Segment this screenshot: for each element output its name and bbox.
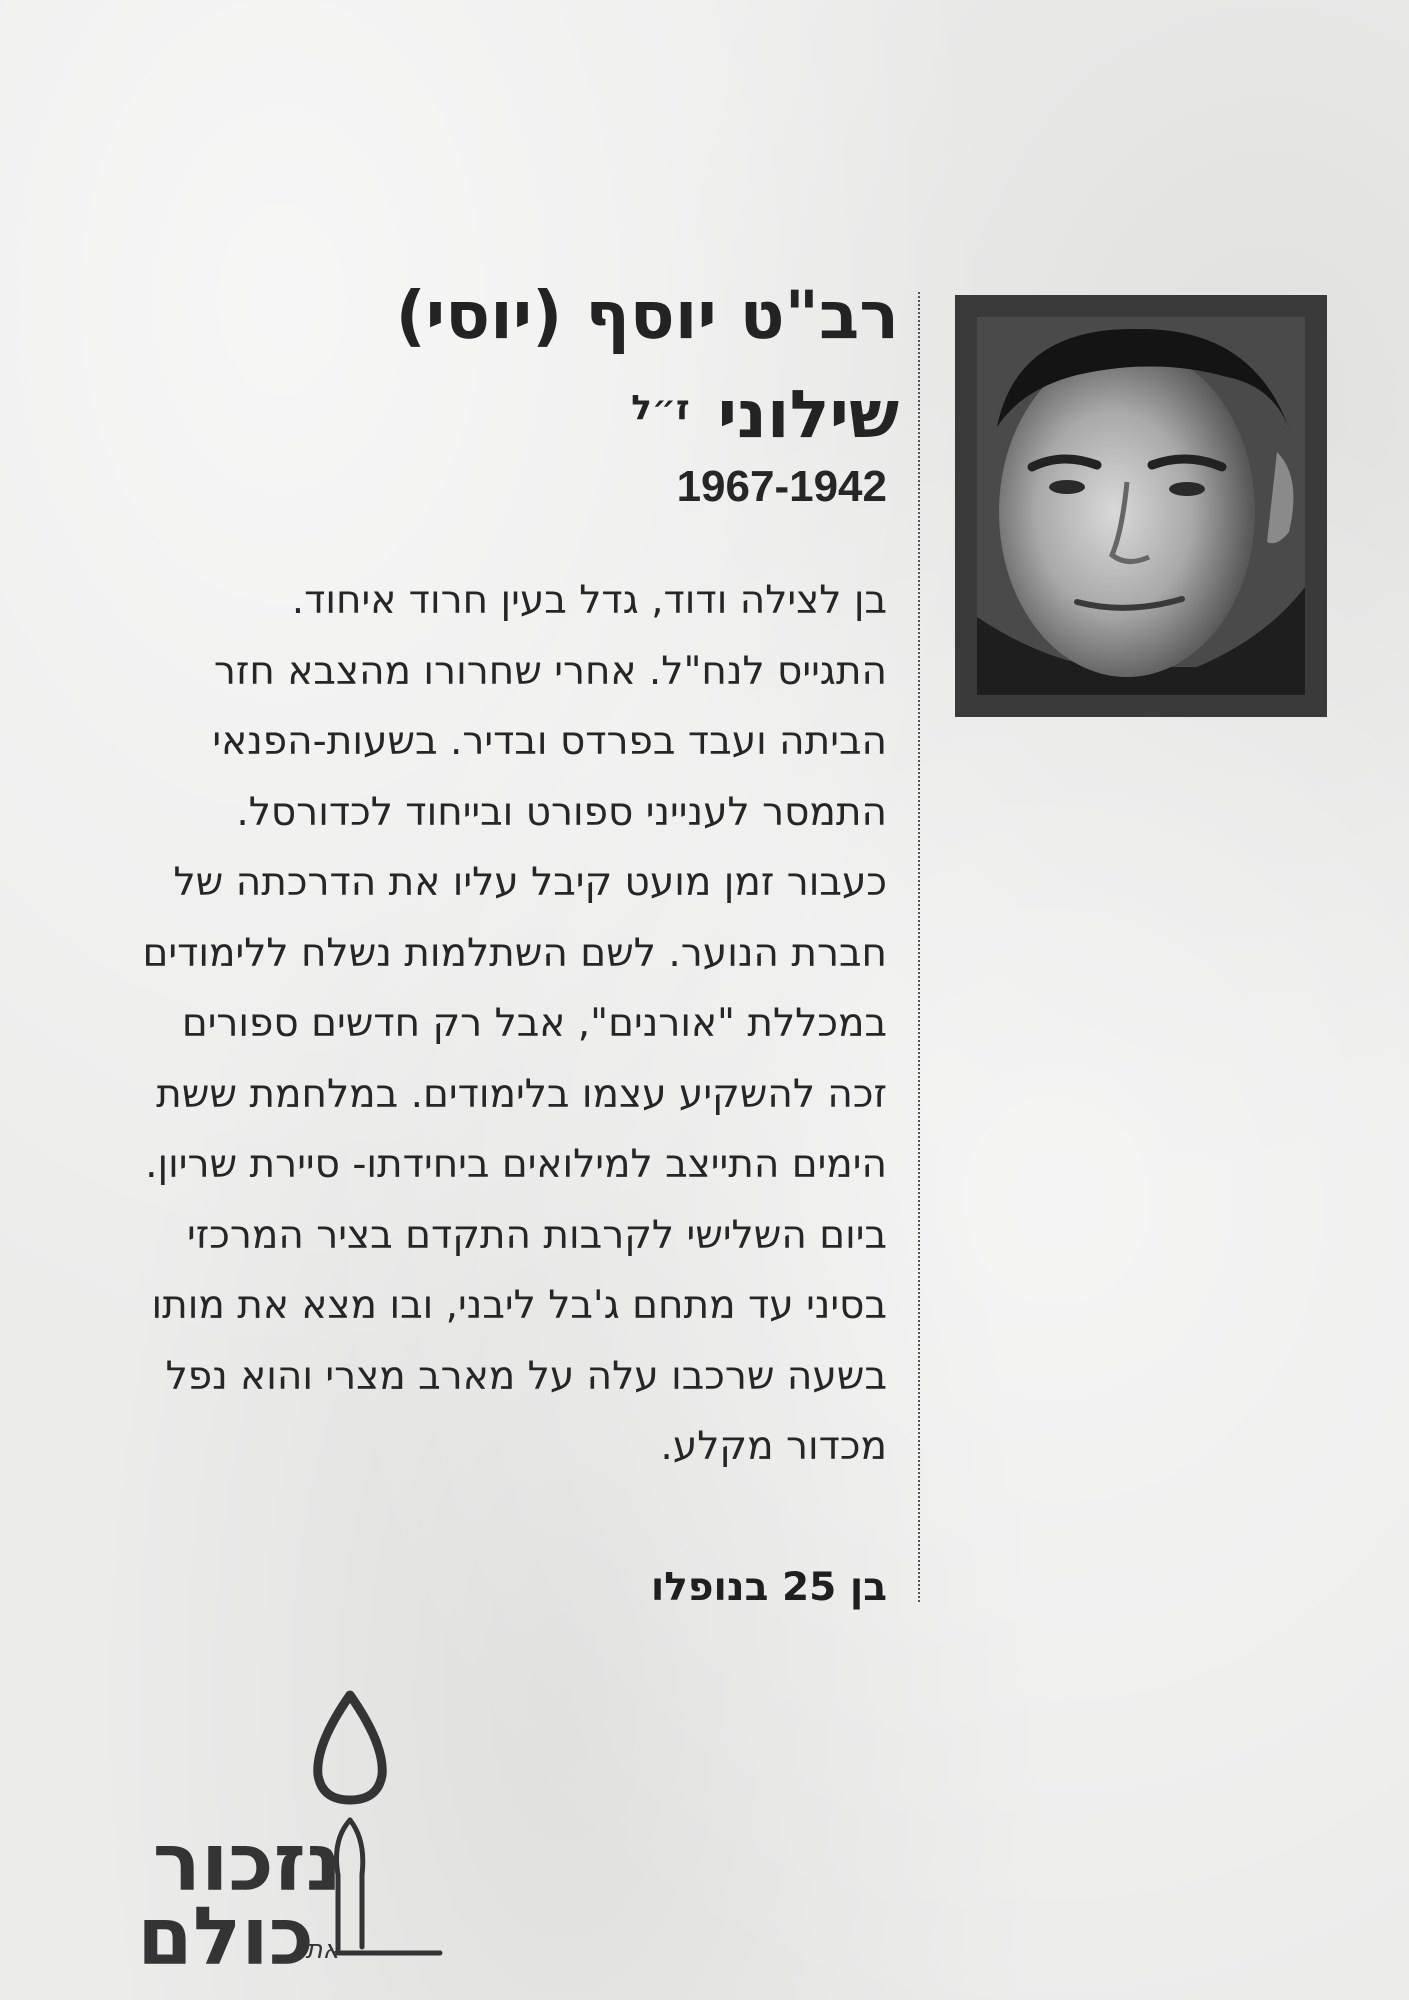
bio-line: התגייס לנח"ל. אחרי שחרורו מהצבא חזר xyxy=(213,648,887,694)
bio-line: ביום השלישי לקרבות התקדם בציר המרכזי xyxy=(187,1212,887,1258)
biography xyxy=(107,566,887,1483)
name-line-1: רב"ט יוסף (יוסי) xyxy=(395,277,899,354)
bio-line: זכה להשקיע עצמו בלימודים. במלחמת ששת xyxy=(156,1071,887,1117)
bio-line: בן לצילה ודוד, גדל בעין חרוד איחוד. xyxy=(291,578,887,623)
portrait-image xyxy=(977,317,1305,695)
bio-line: מכדור מקלע. xyxy=(660,1424,887,1469)
bio-line: הביתה ועבד בפרדס ובדיר. בשעות-הפנאי xyxy=(212,719,887,764)
name-line-2: שילוני xyxy=(717,376,899,453)
bio-line: במכללת "אורנים", אבל רק חדשים ספורים xyxy=(181,1001,887,1046)
bio-line: בשעה שרכבו עלה על מארב מצרי והוא נפל xyxy=(165,1353,887,1399)
logo-word-all: כולם xyxy=(137,1890,314,1983)
logo-word-remember: נזכור xyxy=(152,1816,342,1909)
honorific: ז״ל xyxy=(631,388,690,428)
life-years: 1967-1942 xyxy=(676,462,887,511)
bio-line: כעבור זמן מועט קיבל עליו את הדרכתה של xyxy=(173,860,887,905)
dotted-divider xyxy=(918,292,920,1602)
bio-line: התמסר לענייני ספורט ובייחוד לכדורסל. xyxy=(236,789,887,835)
logo-word-et: את xyxy=(305,1935,340,1965)
portrait-photo xyxy=(955,295,1327,717)
memorial-logo xyxy=(110,1675,450,1983)
soldier-name xyxy=(279,270,899,461)
bio-line: הימים התייצב למילואים ביחידתו- סיירת שריון. xyxy=(145,1142,887,1187)
bio-line: חברת הנוער. לשם השתלמות נשלח ללימודים xyxy=(142,930,887,976)
age-at-death: בן 25 בנופלו xyxy=(650,1565,887,1610)
bio-line: בסיני עד מתחם ג'בל ליבני, ובו מצא את מותו xyxy=(151,1283,887,1328)
